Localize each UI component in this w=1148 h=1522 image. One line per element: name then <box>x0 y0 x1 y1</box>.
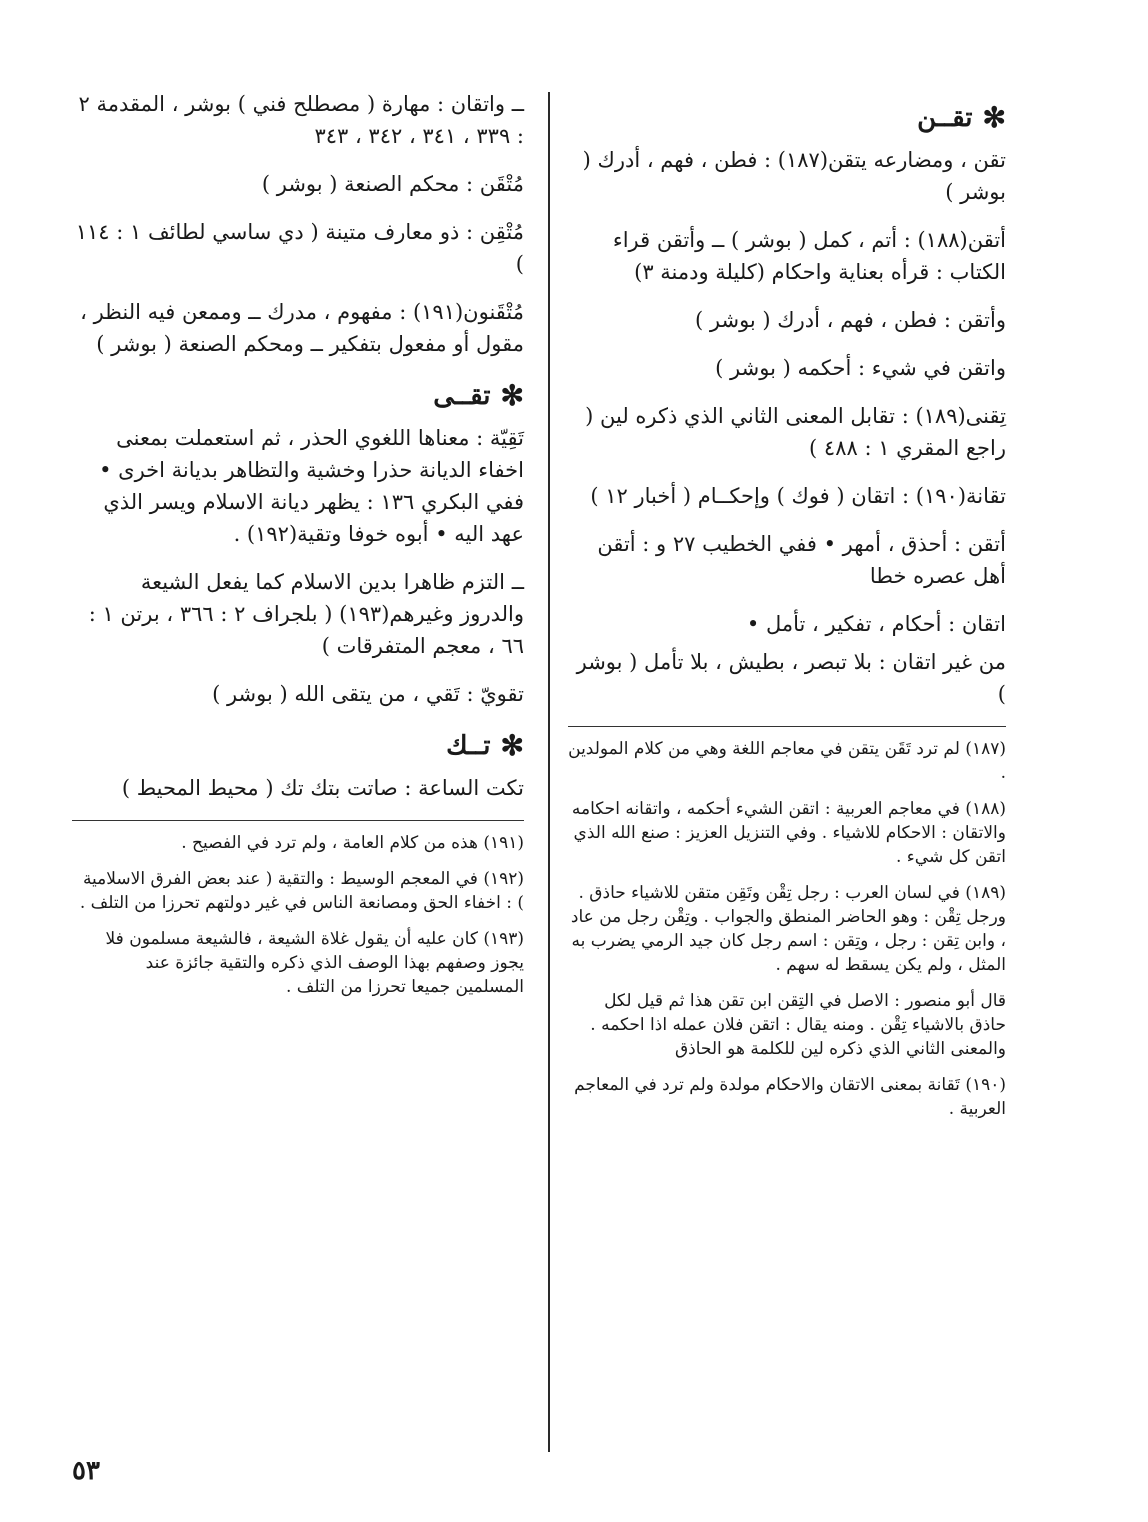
entry-line: وأتقن : فطن ، فهم ، أدرك ( بوشر ) <box>695 308 1006 332</box>
entry-line: تقانة(١٩٠) : اتقان ( فوك ) وإحكــام ( أخبار ١٢ ) <box>590 484 1006 508</box>
entry-line: ــ واتقان : مهارة ( مصطلح فني ) بوشر ، المقدمة ٢ : ٣٣٩ ، ٣٤١ ، ٣٤٢ ، ٣٤٣ <box>78 92 524 148</box>
right-column <box>568 88 1006 1133</box>
entry-heading-taqa <box>72 376 524 416</box>
footnote: (١٨٩) في لسان العرب : رجل تِقْن وتَقِن متقن للاشياء حاذق . ورجل تِقْن : وهو الحاضر المنطق والجواب . وتِقْن رجل من عاد ، وابن تِقن : رجل ، وتِقن : اسم رجل كان جيد الرمي يضرب به المثل ، ولم يكن يسقط له سهم . <box>570 883 1006 975</box>
entry-line: من غير اتقان : بلا تبصر ، بطيش ، بلا تأمل ( بوشر ) <box>576 650 1006 706</box>
entry-line: تقويّ : تَقي ، من يتقى الله ( بوشر ) <box>212 682 524 706</box>
footnote: (١٩٢) في المعجم الوسيط : والتقية ( عند بعض الفرق الاسلامية ) : اخفاء الحق ومصانعة الناس في غير دولتهم تحرزا من التلف . <box>79 869 524 913</box>
entry-line: مُتْقِن : ذو معارف متينة ( دي ساسي لطائف ١ : ١١٤ ) <box>75 220 524 276</box>
column-divider <box>548 92 550 1452</box>
entry-line: تَقِيّة : معناها اللغوي الحذر ، ثم استعملت بمعنى اخفاء الديانة حذرا وخشية والتظاهر بديانة اخرى • ففي البكري ١٣٦ : يظهر ديانة الاسلام ويسر الذي عهد اليه • أبوه خوفا وتقية(١٩٢) . <box>99 426 524 546</box>
entry-heading-text: تقــى <box>433 381 491 411</box>
entry-line: أتقن(١٨٨) : أتم ، كمل ( بوشر ) ــ وأتقن قراء الكتاب : قرأه بعناية واحكام (كليلة ودمنة ٣) <box>612 228 1006 284</box>
asterisk-icon: ✻ <box>500 729 524 762</box>
footnote: (١٩٣) كان عليه أن يقول غلاة الشيعة ، فالشيعة مسلمون فلا يجوز وصفهم بهذا الوصف الذي ذكره والتقية جائزة عند المسلمين جميعا تحرزا من التلف . <box>105 929 524 997</box>
footnote: (١٨٧) لم ترد تَقَن يتقن في معاجم اللغة وهي من كلام المولدين . <box>568 739 1006 783</box>
entry-line: واتقن في شيء : أحكمه ( بوشر ) <box>715 356 1006 380</box>
asterisk-icon: ✻ <box>500 379 524 412</box>
entry-heading-text: تــك <box>446 731 491 761</box>
entry-line: أتقن : أحذق ، أمهر • ففي الخطيب ٢٧ و : أتقن أهل عصره خطا <box>597 532 1006 588</box>
left-column <box>72 88 524 1011</box>
entry-line: ــ التزم ظاهرا بدين الاسلام كما يفعل الشيعة والدروز وغيرهم(١٩٣) ( بلجراف ٢ : ٣٦٦ ، برتن ١ : ٦٦ ، معجم المتفرقات ) <box>88 570 524 658</box>
footnote-divider <box>72 820 524 821</box>
entry-heading-text: تقــن <box>917 103 973 133</box>
entry-heading-tak <box>72 726 524 766</box>
entry-line: تقن ، ومضارعه يتقن(١٨٧) : فطن ، فهم ، أدرك ( بوشر ) <box>582 148 1006 204</box>
page-number: ٥٣ <box>72 1456 100 1486</box>
entry-line: تِقنى(١٨٩) : تقابل المعنى الثاني الذي ذكره لين ( راجع المقري ١ : ٤٨٨ ) <box>585 404 1006 460</box>
footnote: قال أبو منصور : الاصل في التِقن ابن تقن هذا ثم قيل لكل حاذق بالاشياء تِقْن . ومنه يقال : اتقن فلان عمله اذا احكمه . والمعنى الثاني الذي ذكره لين للكلمة هو الحاذق <box>590 991 1006 1059</box>
footnote: (١٩٠) تَقانة بمعنى الاتقان والاحكام مولدة ولم ترد في المعاجم العربية . <box>574 1075 1006 1119</box>
entry-line: مُتْقَنون(١٩١) : مفهوم ، مدرك ــ وممعن فيه النظر ، مقول أو مفعول بتفكير ــ ومحكم الصنعة ( بوشر ) <box>80 300 524 356</box>
entry-line: اتقان : أحكام ، تفكير ، تأمل • <box>746 612 1006 636</box>
footnote: (١٨٨) في معاجم العربية : اتقن الشيء أحكمه ، واتقانه احكامه والاتقان : الاحكام للاشياء . وفي التنزيل العزيز : صنع الله الذي اتقن كل شيء . <box>571 799 1006 867</box>
entry-line: مُتْقَن : محكم الصنعة ( بوشر ) <box>261 172 524 196</box>
entry-heading-taqana <box>568 98 1006 138</box>
footnote-divider <box>568 726 1006 727</box>
footnote: (١٩١) هذه من كلام العامة ، ولم ترد في الفصيح . <box>181 833 524 853</box>
asterisk-icon: ✻ <box>982 101 1006 134</box>
entry-line: تكت الساعة : صاتت بتك تك ( محيط المحيط ) <box>121 776 524 800</box>
